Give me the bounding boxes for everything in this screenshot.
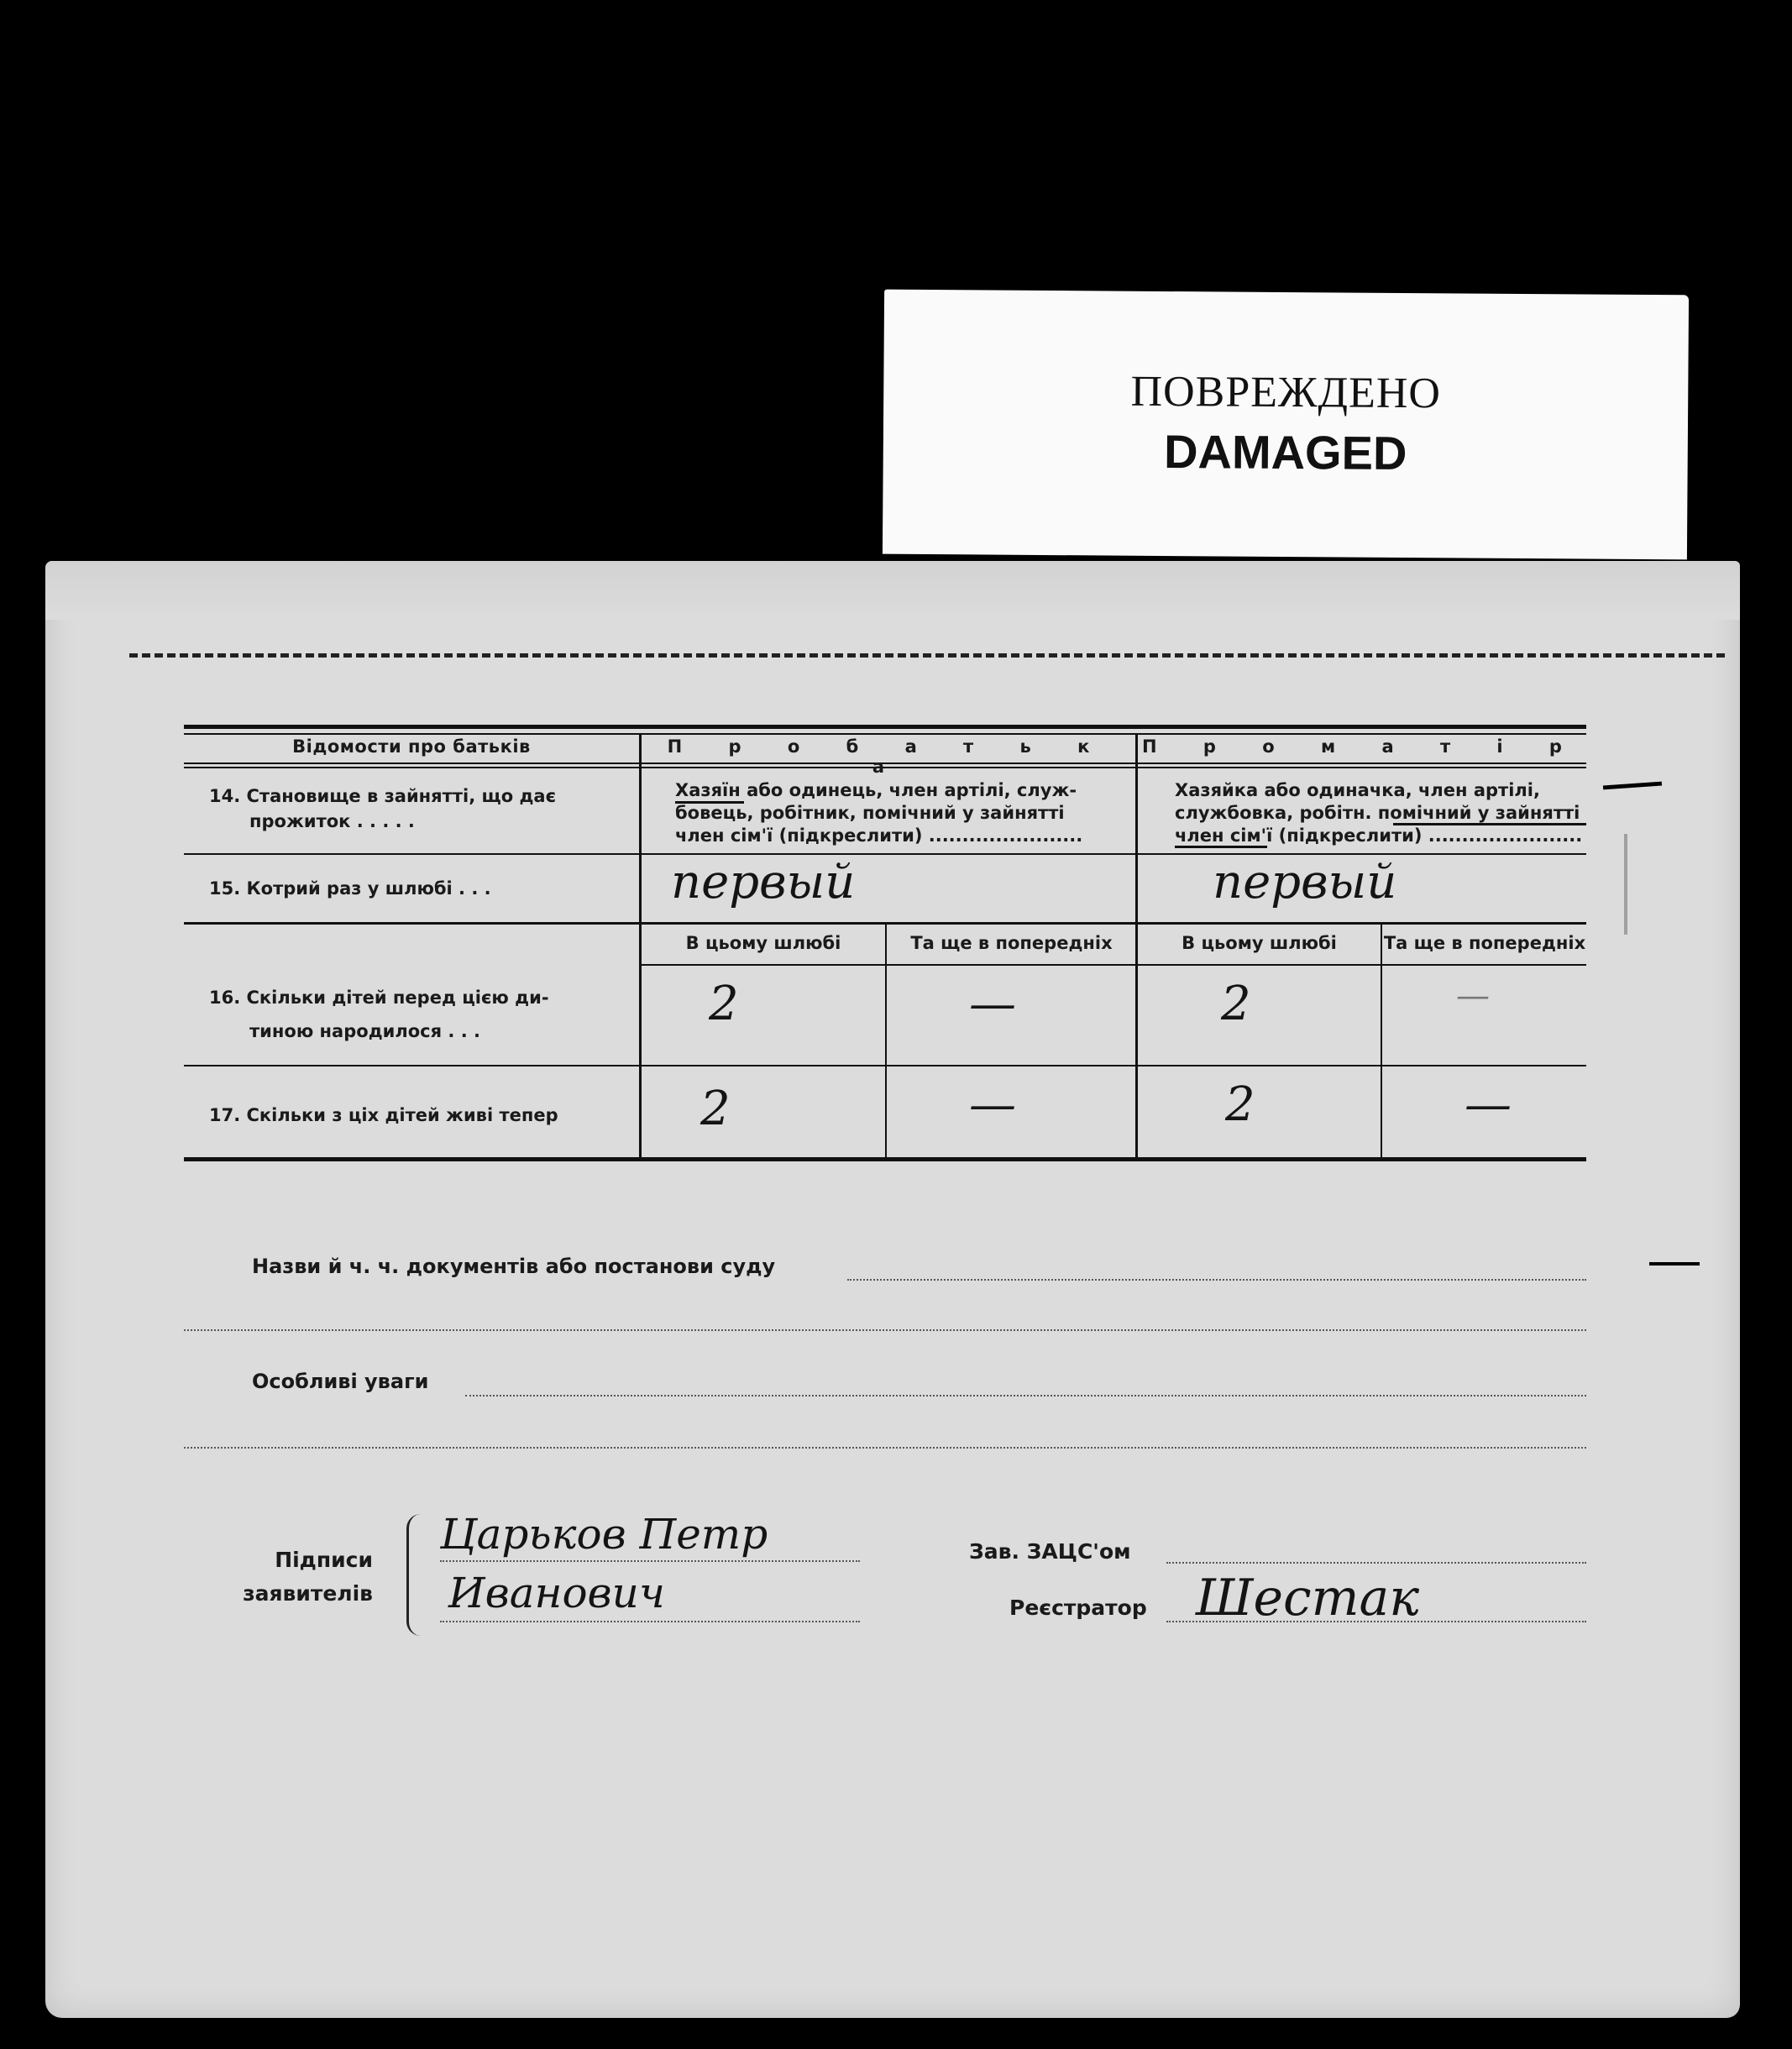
applicant-sig-line-2 <box>440 1621 860 1622</box>
applicant-signature-1: Царьков Петр <box>440 1510 768 1559</box>
subheader-father-this: В цьому шлюбі <box>685 933 841 953</box>
applicants-bracket <box>406 1514 421 1636</box>
applicant-signature-2: Иванович <box>448 1569 665 1617</box>
paper-crease <box>1624 834 1627 935</box>
table-top-rule-thin <box>184 733 1586 735</box>
subheader-mother-this: В цьому шлюбі <box>1182 933 1337 953</box>
row17-mother-this: 2 <box>1225 1077 1255 1132</box>
damage-label-en: DAMAGED <box>1163 424 1407 480</box>
parents-table <box>184 725 1586 1191</box>
row16-label-line1: 16. Скільки дітей перед цією ди- <box>209 988 549 1008</box>
row17-label: 17. Скільки з ціх дітей живі тепер <box>209 1105 558 1125</box>
row16-father-this: 2 <box>709 977 739 1031</box>
mother-underline-mark-2 <box>1175 846 1267 848</box>
paper-fold <box>45 561 1740 620</box>
subheader-father-previous: Та ще в попередніх <box>910 933 1113 953</box>
row16-father-prev: — <box>969 977 1016 1031</box>
row16-mother-this: 2 <box>1221 977 1251 1031</box>
row17-mother-prev: — <box>1465 1077 1512 1132</box>
row15-label: 15. Котрий раз у шлюбі . . . <box>209 878 491 899</box>
notes-label: Особливі уваги <box>252 1370 429 1393</box>
registrar-label: Реєстратор <box>1009 1596 1147 1620</box>
table-top-rule <box>184 725 1586 729</box>
row16-mother-prev: — <box>1456 977 1490 1015</box>
table-bottom-rule <box>184 1157 1586 1161</box>
head-label: Зав. ЗАЦС'ом <box>969 1539 1131 1564</box>
row15-father-value: первый <box>671 855 856 909</box>
row14-father-line2: бовець, робітник, помічний у зайнятті <box>675 803 1065 823</box>
col-divider-father-sub <box>885 922 887 1157</box>
subheader-bottom-rule <box>642 964 1586 966</box>
row17-father-this: 2 <box>700 1082 731 1136</box>
applicants-label-line1: Підписи <box>275 1548 373 1572</box>
row14-father-line1: Хазяїн або одинець, член артілі, служ- <box>675 780 1077 800</box>
notes-line-1 <box>465 1395 1586 1397</box>
applicant-sig-line-1 <box>440 1560 860 1562</box>
row14-label-line1: 14. Становище в зайнятті, що дає <box>209 786 557 806</box>
damage-label-ru: ПОВРЕЖДЕНО <box>1130 367 1442 418</box>
row14-father-line3: член сім'ї (підкреслити) ....................... <box>675 825 1083 846</box>
header-mother: П р о м а т і р <box>1142 736 1582 757</box>
col-divider-mother-sub <box>1381 922 1382 1157</box>
paper-crack-1 <box>1603 782 1662 790</box>
row14-label-line2: прожиток . . . . . <box>249 811 415 831</box>
row15-mother-value: первый <box>1213 855 1397 909</box>
applicants-label-line2: заявителів <box>243 1581 373 1606</box>
header-info: Відомости про батьків <box>292 736 531 757</box>
header-father: П р о б а т ь к а <box>667 736 1110 777</box>
row16-label-line2: тиною народилося . . . <box>249 1021 480 1041</box>
mother-underline-mark <box>1393 823 1586 825</box>
row14-mother-line1: Хазяйка або одиначка, член артілі, <box>1175 780 1540 800</box>
row14-mother-line2: службовка, робітн. помічний у зайнятті <box>1175 803 1580 823</box>
form-paper <box>45 561 1740 2018</box>
documents-label: Назви й ч. ч. документів або постанови суду <box>252 1255 776 1278</box>
damage-label-card <box>883 290 1689 560</box>
registrar-signature: Шестак <box>1196 1569 1420 1627</box>
documents-line-1 <box>847 1279 1586 1281</box>
notes-line-2 <box>184 1447 1586 1449</box>
subheader-mother-previous: Та ще в попередніх <box>1383 933 1586 953</box>
perforation-line <box>129 653 1725 658</box>
head-sig-line <box>1166 1562 1586 1564</box>
paper-crack-2 <box>1649 1262 1700 1266</box>
row17-father-prev: — <box>969 1077 1016 1132</box>
documents-line-2 <box>184 1329 1586 1331</box>
father-underline-mark <box>675 801 744 804</box>
row14-mother-line3: член сім'ї (підкреслити) ....................... <box>1175 825 1583 846</box>
registrar-sig-line <box>1166 1621 1586 1622</box>
